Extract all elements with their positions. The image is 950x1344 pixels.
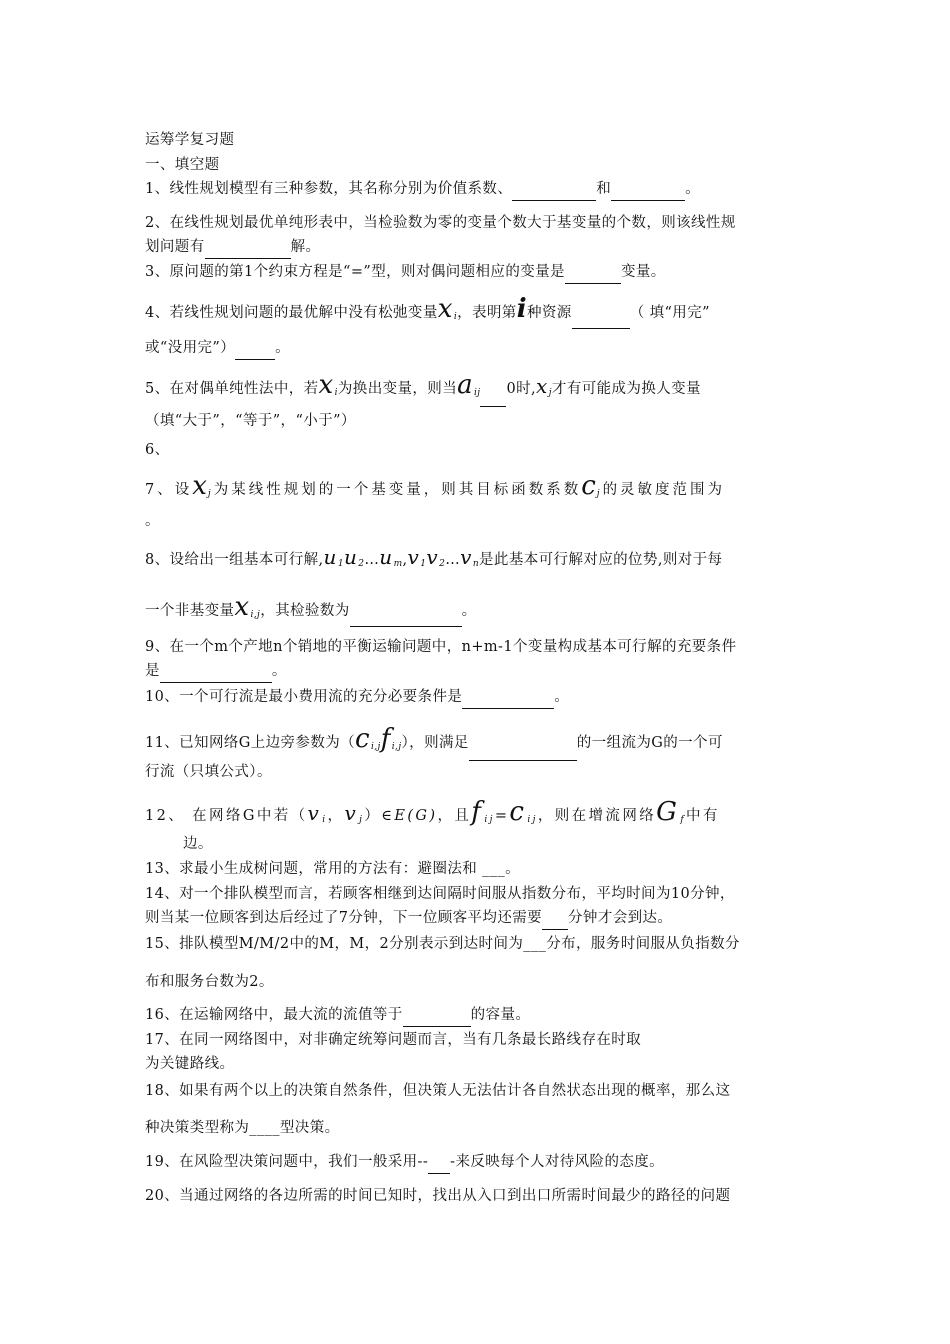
question-11: 11、已知网络G上边旁参数为$(c_{i,j}f_{i,j})$，则满足 的一组流为G的一个可	[145, 722, 813, 764]
blank	[469, 726, 577, 761]
blank	[235, 337, 275, 360]
question-7: 7、设$x_j$为某线性规划的一个基变量，则其目标函数系数$c_j$的灵敏度范围为	[145, 471, 726, 501]
blank	[428, 1151, 450, 1174]
question-6: 6、	[145, 442, 170, 458]
question-4: 4、若线性规划问题的最优解中没有松弛变量$x_i$，表明第i种资源 （ 填“用完”	[145, 294, 813, 332]
question-17-cont: 为关键路线。	[145, 1056, 235, 1072]
blank	[611, 178, 685, 201]
blank	[512, 178, 596, 201]
question-20: 20、当通过网络的各边所需的时间已知时，找出从入口到出口所需时间最少的路径的问题	[145, 1188, 731, 1204]
question-10: 10、一个可行流是最小费用流的充分必要条件是 。	[145, 686, 813, 709]
math-i: i	[516, 294, 527, 324]
question-15-cont: 布和服务台数为2。	[145, 974, 274, 990]
question-15: 15、排队模型M/M/2中的M，M，2分别表示到达时间为___分布，服务时间服从负指数分	[145, 936, 740, 952]
blank	[350, 596, 462, 627]
question-16: 16、在运输网络中，最大流的流值等于 的容量。	[145, 1004, 813, 1027]
blank	[160, 660, 272, 683]
blank	[542, 907, 568, 930]
section-heading: 一、填空题	[145, 157, 220, 173]
question-14-cont: 则当某一位顾客到达后经过了7分钟，下一位顾客平均还需要 分钟才会到达。	[145, 907, 813, 930]
question-9-cont: 是 。	[145, 660, 813, 683]
blank	[403, 1004, 471, 1027]
question-14: 14、对一个排队模型而言，若顾客相继到达间隔时间服从指数分布，平均时间为10分钟，	[145, 886, 735, 902]
question-8-cont: 一个非基变量$x_{i,j}$，其检验数为 。	[145, 592, 813, 630]
blank	[572, 298, 630, 329]
question-2: 2、在线性规划最优单纯形表中，当检验数为零的变量个数大于基变量的个数，则该线性规	[145, 215, 736, 231]
blank	[480, 372, 506, 407]
blank	[205, 236, 291, 259]
doc-title: 运筹学复习题	[145, 132, 235, 148]
question-8: 8、设给出一组基本可行解$,u_1u_2\dots u_m,v_1v_2\dots v_n$是此基本可行解对应的位势,则对于每	[145, 545, 723, 569]
question-7-cont: 。	[145, 513, 160, 529]
blank	[565, 261, 621, 284]
question-13: 13、求最小生成树问题，常用的方法有：避圈法和 ___。	[145, 861, 521, 877]
question-1: 1、线性规划模型有三种参数，其名称分别为价值系数、 和 。	[145, 178, 813, 201]
question-19: 19、在风险型决策问题中，我们一般采用-- -来反映每个人对待风险的态度。	[145, 1151, 813, 1174]
question-12-cont: 边。	[183, 836, 213, 852]
question-12: 12、 在网络G中若（$v_i$，$v_j)\in E(G)$，且$f_{ij}=c_{ij}$，则在增流网络$G_f$中有	[145, 797, 720, 827]
question-17: 17、在同一网络图中，对非确定统筹问题而言，当有几条最长路线存在时取	[145, 1032, 642, 1048]
question-3: 3、原问题的第1个约束方程是“=”型，则对偶问题相应的变量是 变量。	[145, 261, 813, 284]
math-x: x	[437, 294, 453, 324]
question-11-cont: 行流（只填公式）。	[145, 764, 272, 780]
question-9: 9、在一个m个产地n个销地的平衡运输问题中，n+m-1个变量构成基本可行解的充要条件	[145, 639, 737, 655]
question-5-cont: （填“大于”，“等于”，“小于”）	[145, 413, 356, 429]
blank	[462, 686, 554, 709]
question-18: 18、如果有两个以上的决策自然条件，但决策人无法估计各自然状态出现的概率，那么这	[145, 1083, 731, 1099]
question-2-cont: 划问题有 解。	[145, 236, 813, 259]
question-4-cont: 或“没用完”） 。	[145, 337, 813, 360]
question-5: 5、在对偶单纯性法中，若$x_i$为换出变量，则当$a_{ij}$ 0时$,x_j$才有可能成为换人变量	[145, 368, 813, 410]
question-18-cont: 种决策类型称为____型决策。	[145, 1120, 340, 1136]
